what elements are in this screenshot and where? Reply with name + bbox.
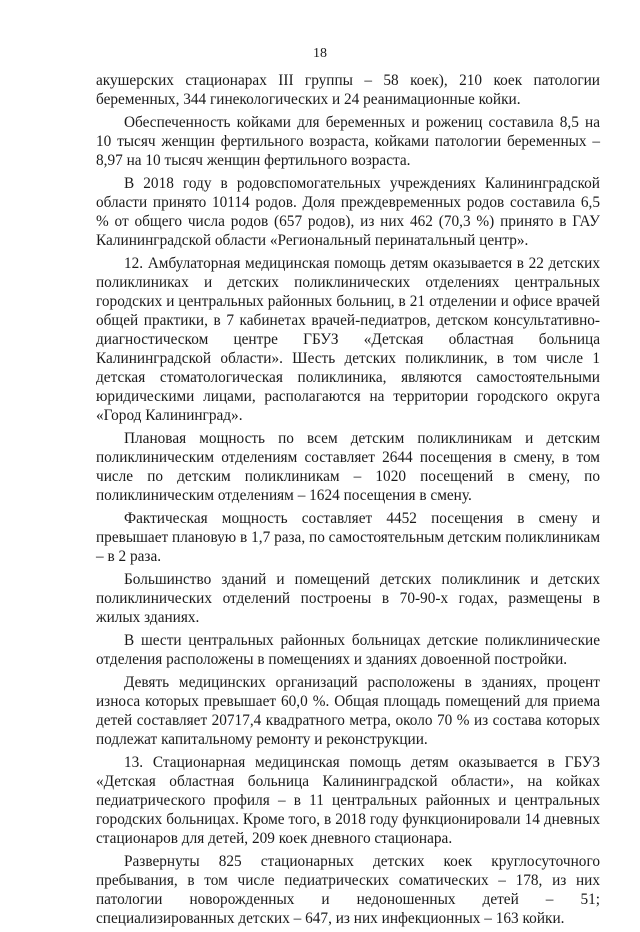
paragraph-inpatient-care: 13. Стационарная медицинская помощь детям оказывается в ГБУЗ «Детская областная больница Калининградской области», на койках педиатрического профиля – в 11 центральных районных и центральных городских больницах. Кроме того, в 2018 году функционировали 14 дневных стационаров для детей, 209 коек дневного стационара.	[96, 754, 600, 847]
paragraph-continuation: акушерских стационарах III группы – 58 коек), 210 коек патологии беременных, 344 гинекологических и 24 реанимационные койки.	[96, 72, 600, 108]
paragraph-building-wear: Девять медицинских организаций расположены в зданиях, процент износа которых превышает 60,0 %. Общая площадь помещений для приема детей составляет 20717,4 квадратного метра, около 70 % из состава которых подлежат капитальному ремонту и реконструкции.	[96, 674, 600, 748]
paragraph-births-2018: В 2018 году в родовспомогательных учреждениях Калининградской области принято 10114 родов. Доля преждевременных родов составила 6,5 % от общего числа родов (657 родов), из них 462 (70,3 %) принято в ГАУ Калининградской области «Региональный перинатальный центр».	[96, 175, 600, 249]
paragraph-buildings: Большинство зданий и помещений детских поликлиник и детских поликлинических отделений построены в 70-90-х годах, размещены в жилых зданиях.	[96, 571, 600, 626]
paragraph-outpatient-care: 12. Амбулаторная медицинская помощь детям оказывается в 22 детских поликлиниках и детских поликлинических отделениях центральных городских и центральных районных больниц, в 21 отделении и офисе врачей общей практики, в 7 кабинетах врачей-педиатров, детском консультативно-диагностическом центре ГБУЗ «Детская областная больница Калининградской области». Шесть детских поликлиник, в том числе 1 детская стоматологическая поликлиника, являются самостоятельными юридическими лицами, располагаются на территории городского округа «Город Калининград».	[96, 255, 600, 424]
paragraph-beds-deployed: Развернуты 825 стационарных детских коек круглосуточного пребывания, в том числе педиатрических соматических – 178, из них патологии новорожденных и недоношенных детей – 51; специализированных детских – 647, из них инфекционных – 163 койки.	[96, 853, 600, 927]
page-number: 18	[313, 46, 327, 61]
paragraph-actual-capacity: Фактическая мощность составляет 4452 посещения в смену и превышает плановую в 1,7 раза, по самостоятельным детским поликлиникам – в 2 раза.	[96, 510, 600, 565]
paragraph-district-hospitals: В шести центральных районных больницах детские поликлинические отделения расположены в помещениях и зданиях довоенной постройки.	[96, 632, 600, 668]
paragraph-planned-capacity: Плановая мощность по всем детским поликлиникам и детским поликлиническим отделениям составляет 2644 посещения в смену, в том числе по детским поликлиникам – 1020 посещений в смену, по поликлиническим отделениям – 1624 посещения в смену.	[96, 430, 600, 504]
body-text	[96, 71, 600, 932]
paragraph-bed-provision: Обеспеченность койками для беременных и рожениц составила 8,5 на 10 тысяч женщин фертильного возраста, койками патологии беременных – 8,97 на 10 тысяч женщин фертильного возраста.	[96, 114, 600, 169]
